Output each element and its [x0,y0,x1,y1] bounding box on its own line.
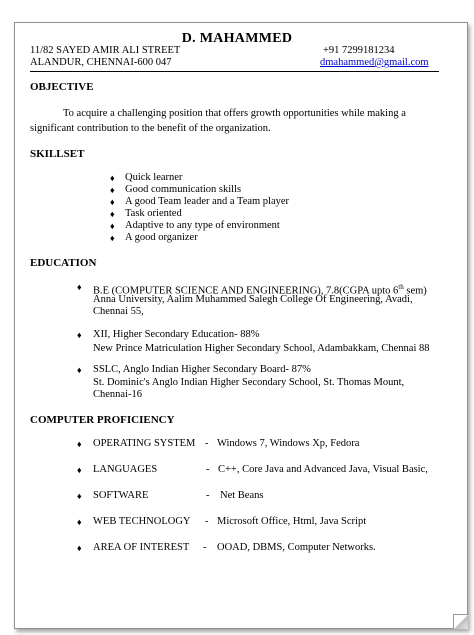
proficiency-value: Microsoft Office, Html, Java Script [217,516,367,527]
list-item [77,516,82,529]
degree-text: B.E (COMPUTER SCIENCE AND ENGINEERING), 7.8(CGPA upto 6 [93,285,399,297]
diamond-bullet-icon: ♦ [77,365,82,375]
list-item [77,490,82,503]
diamond-bullet-icon: ♦ [77,282,82,292]
skill-item: A good organizer [125,232,198,243]
proficiency-separator: - [203,542,207,553]
proficiency-separator: - [205,438,209,449]
objective-heading: OBJECTIVE [30,81,94,93]
proficiency-value: Net Beans [220,490,264,501]
diamond-bullet-icon: ♦ [77,330,82,340]
list-item [77,542,82,555]
skill-item: Good communication skills [125,184,242,195]
education-sslc-school: St. Dominic's Anglo Indian Higher Secondary School, St. Thomas Mount, [93,377,405,388]
proficiency-label: OPERATING SYSTEM [93,438,196,449]
proficiency-separator: - [206,464,210,475]
proficiency-separator: - [205,516,209,527]
list-item [77,364,82,377]
diamond-bullet-icon: ♦ [110,173,115,183]
education-city: Chennai 55, [93,306,144,317]
education-hsc-school: New Prince Matriculation Higher Secondary School, Adambakkam, Chennai 88 [93,343,430,354]
diamond-bullet-icon: ♦ [77,491,82,501]
diamond-bullet-icon: ♦ [77,543,82,553]
degree-text-end: sem) [403,285,427,297]
diamond-bullet-icon: ♦ [77,517,82,527]
list-item [77,464,82,477]
proficiency-separator: - [206,490,210,501]
computer-proficiency-heading: COMPUTER PROFICIENCY [30,414,175,426]
list-item [77,281,82,294]
proficiency-label: WEB TECHNOLOGY [93,516,191,527]
diamond-bullet-icon: ♦ [110,221,115,231]
address-line-2: ALANDUR, CHENNAI-600 047 [30,57,172,68]
phone-number: +91 7299181234 [323,45,395,56]
objective-line-2: significant contribution to the benefit of the organization. [30,123,271,134]
proficiency-value: Windows 7, Windows Xp, Fedora [217,438,360,449]
diamond-bullet-icon: ♦ [110,209,115,219]
skill-item: Adaptive to any type of environment [125,220,280,231]
diamond-bullet-icon: ♦ [77,439,82,449]
objective-line-1: To acquire a challenging position that offers growth opportunities while making a [63,108,406,119]
candidate-name: D. MAHAMMED [181,31,293,46]
list-item [110,232,115,245]
email-link[interactable]: dmahammed@gmail.com [320,57,429,68]
page-curl-icon [453,614,468,629]
proficiency-value: OOAD, DBMS, Computer Networks. [217,542,376,553]
proficiency-label: AREA OF INTEREST [93,542,190,553]
proficiency-value: C++, Core Java and Advanced Java, Visual Basic, [218,464,428,475]
education-heading: EDUCATION [30,257,97,269]
skill-item: A good Team leader and a Team player [125,196,290,207]
list-item [77,329,82,342]
skillset-heading: SKILLSET [30,148,85,160]
education-college: Anna University, Aalim Muhammed Salegh College Of Engineering, Avadi, [93,294,413,305]
superscript: th [398,283,404,291]
skill-item: Task oriented [125,208,182,219]
proficiency-label: SOFTWARE [93,490,149,501]
proficiency-label: LANGUAGES [93,464,158,475]
address-line-1: 11/82 SAYED AMIR ALI STREET [30,45,181,56]
diamond-bullet-icon: ♦ [110,185,115,195]
skill-item: Quick learner [125,172,183,183]
education-sslc-city: Chennai-16 [93,389,142,400]
header-divider [30,71,439,72]
list-item [77,438,82,451]
education-hsc: XII, Higher Secondary Education- 88% [93,329,260,340]
diamond-bullet-icon: ♦ [110,197,115,207]
diamond-bullet-icon: ♦ [77,465,82,475]
diamond-bullet-icon: ♦ [110,233,115,243]
education-sslc: SSLC, Anglo Indian Higher Secondary Board- 87% [93,364,311,375]
